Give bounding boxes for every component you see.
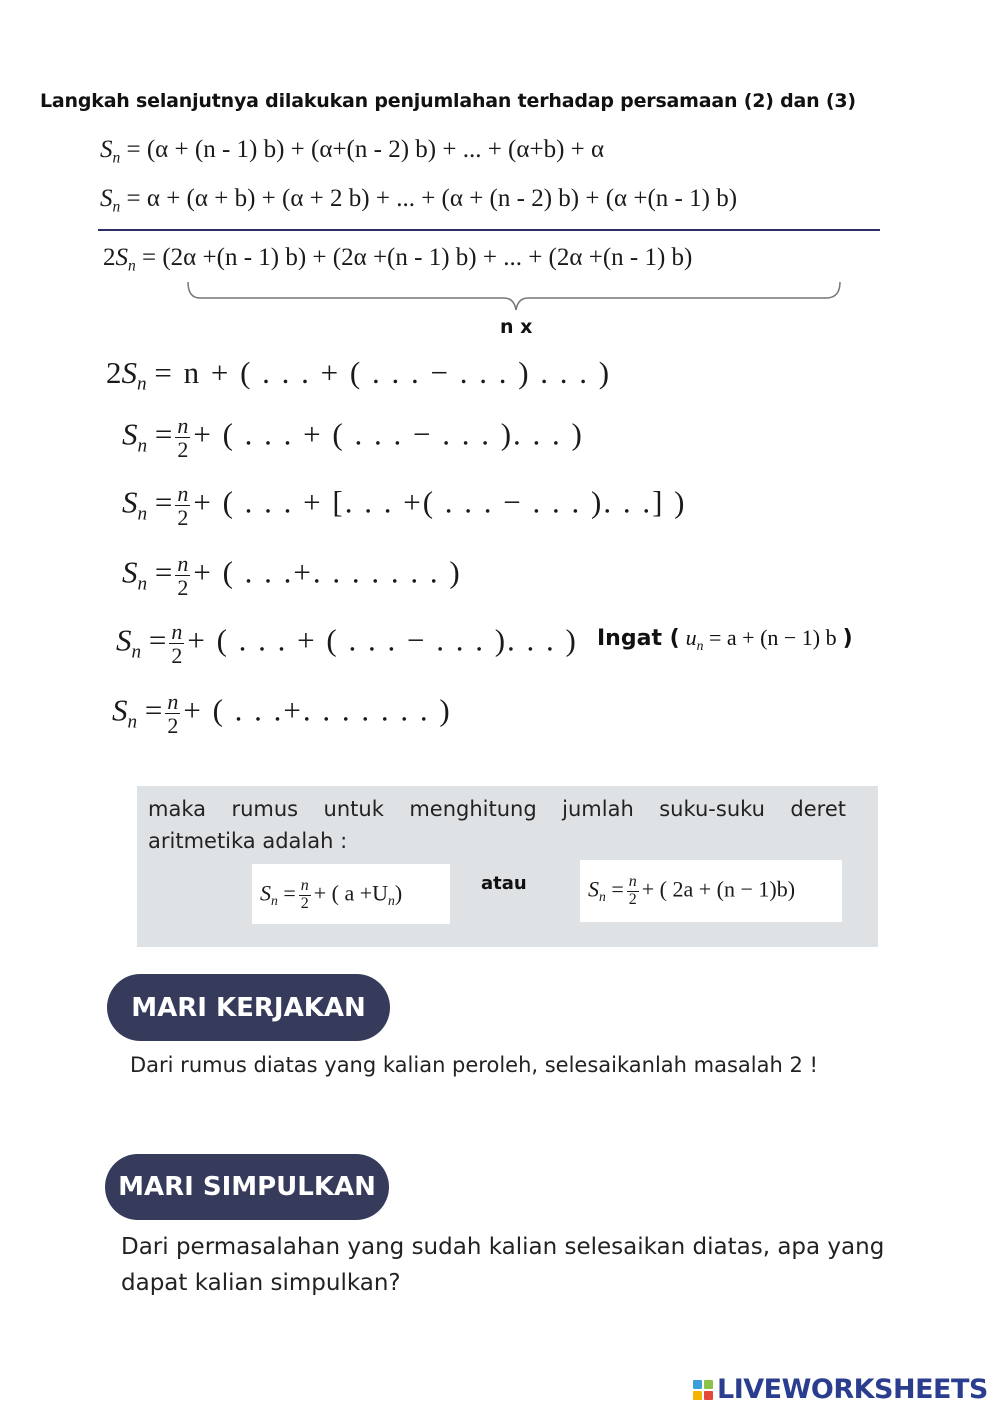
formula-sum-with-difference: $S_n$ = $\frac{n}{2}$ + ( 2a + (n − 1)b)	[588, 873, 796, 908]
logo-square	[693, 1380, 702, 1389]
reminder-formula-rhs: = a + (n − 1) b	[708, 625, 837, 650]
step-1-blanks[interactable]: = n + ( . . . + ( . . . − . . . ) . . . )	[154, 355, 612, 390]
reminder-close: )	[842, 626, 853, 651]
sum-divider-line	[98, 229, 880, 231]
step-2-blanks[interactable]: + ( . . . + ( . . . − . . . ). . . )	[193, 416, 584, 452]
fraction-n-over-2: $\frac{n}{2}$	[177, 551, 189, 601]
step-1: $2S_n = n$ + ( . . . + ( . . . − . . . ) . . . )	[106, 355, 612, 395]
instruction-heading: Langkah selanjutnya dilakukan penjumlahan terhadap persamaan (2) dan (3)	[40, 90, 856, 112]
formula-card-1	[252, 864, 450, 924]
logo-square	[704, 1380, 713, 1389]
fraction-n-over-2: $\frac{n}{2}$	[300, 877, 309, 912]
equation-sn-reverse-rhs: = α + (α + b) + (α + 2 b) + ... + (α + (n - 2) b) + (α +(n - 1) b)	[126, 185, 738, 212]
step-4: $S_n$ = $\frac{n}{2}$ + ( . . .+. . . . . . . )	[122, 551, 462, 601]
equation-sn-reverse: $S_n = \alpha + (\alpha + b) + (\alpha + 2$ b) + ... + (α + (n - 2) b) + (α +(n - 1) b)	[100, 185, 738, 216]
underbrace	[186, 280, 842, 320]
formula-1-close: )	[394, 880, 403, 906]
formula-sum-with-un: $S_n$ = $\frac{n}{2}$ + ( $a +U_n$)	[260, 877, 403, 912]
logo-square	[704, 1391, 713, 1400]
reminder-note	[597, 625, 853, 654]
reminder-label: Ingat (	[597, 626, 680, 651]
equation-2sn-sum: $2S_n = (2\alpha +(n - 1) b) + (2\alpha +(n - 1) b)$ + ... + (2α +(n - 1) b)	[103, 244, 693, 275]
mari-kerjakan-banner: MARI KERJAKAN	[107, 974, 390, 1041]
fraction-n-over-2: $\frac{n}{2}$	[628, 873, 637, 908]
step-5-blanks[interactable]: + ( . . . + ( . . . − . . . ). . . )	[187, 622, 578, 658]
mari-simpulkan-text: Dari permasalahan yang sudah kalian selesaikan diatas, apa yang dapat kalian simpulkan?	[121, 1234, 885, 1296]
brace-label: n x	[500, 316, 533, 338]
step-5: $S_n$ = $\frac{n}{2}$ + ( . . . + ( . . . − . . . ). . . )	[116, 619, 578, 669]
fraction-n-over-2: $\frac{n}{2}$	[177, 413, 189, 463]
liveworksheets-logo-icon	[693, 1380, 713, 1400]
conclusion-text: maka rumus untuk menghitung jumlah suku-suku deret aritmetika adalah :	[148, 797, 846, 853]
equation-sn-forward: $S_n = (\alpha + (n - 1) b) + (\alpha+(n - 2) b)$ + ... + (α+b) + α	[100, 136, 605, 167]
step-2: $S_n$ = $\frac{n}{2}$ + ( . . . + ( . . . − . . . ). . . )	[122, 413, 584, 463]
formula-1-rhs: + ( a +U	[313, 880, 389, 906]
formula-card-2	[580, 860, 842, 922]
fraction-n-over-2: $\frac{n}{2}$	[171, 619, 183, 669]
fraction-n-over-2: $\frac{n}{2}$	[167, 689, 179, 739]
mari-kerjakan-text: Dari rumus diatas yang kalian peroleh, selesaikanlah masalah 2 !	[130, 1053, 818, 1077]
mari-simpulkan-banner: MARI SIMPULKAN	[105, 1154, 389, 1220]
step-4-blanks[interactable]: + ( . . .+. . . . . . . )	[193, 554, 462, 590]
fraction-n-over-2: $\frac{n}{2}$	[177, 481, 189, 531]
step-6: $S_n$ = $\frac{n}{2}$ + ( . . .+. . . . . . . )	[112, 689, 452, 739]
reminder-formula: $u_n = a + (n - 1)$ b	[685, 625, 837, 653]
equation-sn-forward-rhs: = (α + (n - 1) b) + (α+(n - 2) b) + ... + (α+b) + α	[126, 136, 605, 163]
equation-2sn-sum-rhs: = (2α +(n - 1) b) + (2α +(n - 1) b) + ... + (2α +(n - 1) b)	[142, 244, 693, 271]
step-3: $S_n$ = $\frac{n}{2}$ + ( . . . + [. . . +( . . . − . . . ). . .] )	[122, 481, 687, 531]
liveworksheets-brand	[693, 1374, 988, 1405]
logo-square	[693, 1391, 702, 1400]
liveworksheets-wordmark: LIVEWORKSHEETS	[717, 1374, 988, 1405]
step-6-blanks[interactable]: + ( . . .+. . . . . . . )	[183, 692, 452, 728]
step-3-blanks[interactable]: + ( . . . + [. . . +( . . . − . . . ). . .] )	[193, 484, 687, 520]
formula-2-rhs: + ( 2a + (n − 1)b)	[641, 876, 796, 902]
or-label: atau	[481, 873, 527, 894]
